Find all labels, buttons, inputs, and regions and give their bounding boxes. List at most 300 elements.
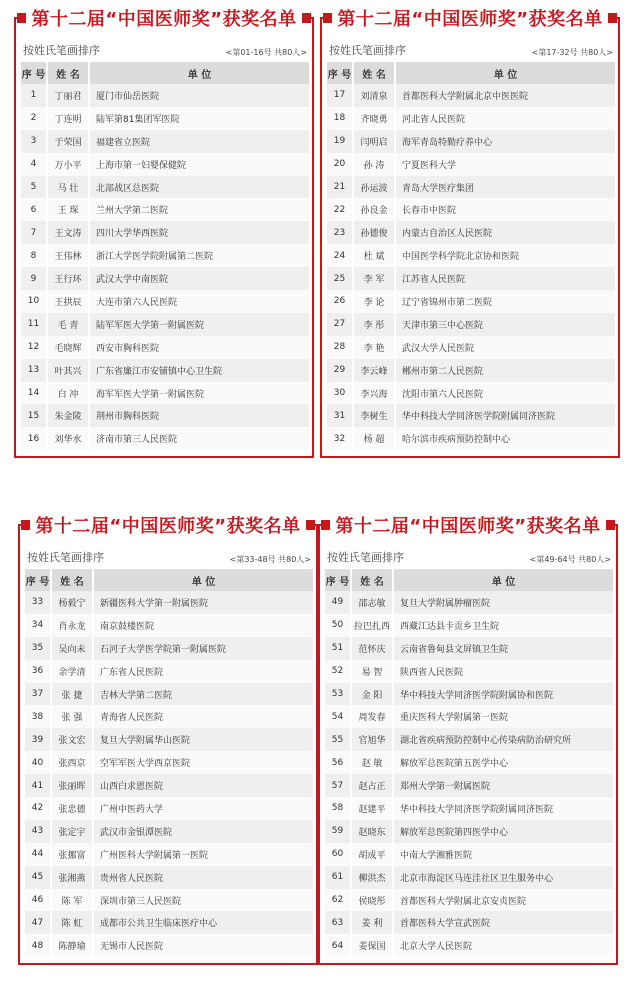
row-number: 17	[327, 84, 353, 107]
row-name: 孙良金	[353, 198, 395, 221]
row-unit: 沈阳市第六人民医院	[395, 382, 615, 405]
title-rule-right	[608, 17, 620, 19]
row-name: 陈 虹	[51, 911, 93, 934]
row-unit: 广州中医药大学	[93, 797, 313, 820]
table-row	[325, 660, 613, 683]
row-unit: 北京市海淀区马连洼社区卫生服务中心	[393, 866, 613, 889]
row-number: 39	[25, 728, 51, 751]
row-number: 54	[325, 705, 351, 728]
row-unit: 解放军总医院第五医学中心	[393, 751, 613, 774]
table-row	[25, 934, 313, 957]
table-row	[327, 267, 615, 290]
row-name: 王文涛	[47, 221, 89, 244]
table-row	[325, 843, 613, 866]
header-number: 序 号	[327, 62, 353, 84]
table-row	[25, 866, 313, 889]
row-unit: 石河子大学医学院第一附属医院	[93, 637, 313, 660]
row-number: 53	[325, 683, 351, 706]
row-number: 21	[327, 176, 353, 199]
row-number: 49	[325, 591, 351, 614]
row-name: 陈 军	[51, 889, 93, 912]
row-unit: 浙江大学医学院附属第二医院	[89, 244, 309, 267]
row-name: 朱金陵	[47, 404, 89, 427]
row-unit: 中南大学湘雅医院	[393, 843, 613, 866]
table-row	[25, 660, 313, 683]
award-list-panel-2	[320, 9, 620, 458]
panel-title-bar	[320, 4, 620, 32]
header-name: 姓 名	[47, 62, 89, 84]
row-number: 32	[327, 427, 353, 450]
table-row	[25, 683, 313, 706]
table-row	[21, 153, 309, 176]
row-unit: 华中科技大学同济医学院附属同济医院	[395, 404, 615, 427]
header-number: 序 号	[21, 62, 47, 84]
row-name: 侯晓彤	[351, 889, 393, 912]
row-unit: 大连市第六人民医院	[89, 290, 309, 313]
row-unit: 内蒙古自治区人民医院	[395, 221, 615, 244]
table-row	[325, 911, 613, 934]
table-row	[325, 683, 613, 706]
row-number: 44	[25, 843, 51, 866]
row-name: 吴向未	[51, 637, 93, 660]
row-number: 41	[25, 774, 51, 797]
row-number: 33	[25, 591, 51, 614]
table-row	[21, 404, 309, 427]
row-name: 官旭华	[351, 728, 393, 751]
row-name: 邵志敏	[351, 591, 393, 614]
row-name: 于荣国	[47, 130, 89, 153]
row-unit: 江苏省人民医院	[395, 267, 615, 290]
table-row	[21, 244, 309, 267]
row-unit: 深圳市第三人民医院	[93, 889, 313, 912]
table-row	[21, 359, 309, 382]
row-number: 56	[325, 751, 351, 774]
table-row	[21, 221, 309, 244]
table-row	[327, 244, 615, 267]
row-name: 李 艳	[353, 336, 395, 359]
table-row	[327, 404, 615, 427]
row-number: 8	[21, 244, 47, 267]
table-row	[325, 751, 613, 774]
row-number: 63	[325, 911, 351, 934]
row-unit: 长春市中医院	[395, 198, 615, 221]
row-unit: 新疆医科大学第一附属医院	[93, 591, 313, 614]
row-unit: 陆军第81集团军医院	[89, 107, 309, 130]
row-name: 李树生	[353, 404, 395, 427]
table-row	[327, 427, 615, 450]
row-name: 闫明启	[353, 130, 395, 153]
row-unit: 解放军总医院第四医学中心	[393, 820, 613, 843]
row-name: 王 琛	[47, 198, 89, 221]
award-list-panel-3	[18, 516, 318, 965]
range-label: <第33-48号 共80人>	[229, 555, 311, 564]
row-name: 肖永龙	[51, 614, 93, 637]
row-name: 李 彤	[353, 313, 395, 336]
row-name: 张挪富	[51, 843, 93, 866]
row-number: 26	[327, 290, 353, 313]
table-row	[25, 774, 313, 797]
row-name: 张 强	[51, 705, 93, 728]
table-row	[25, 889, 313, 912]
row-name: 孙运波	[353, 176, 395, 199]
table-row	[21, 198, 309, 221]
row-name: 胡成平	[351, 843, 393, 866]
row-number: 9	[21, 267, 47, 290]
table-row	[25, 751, 313, 774]
row-name: 刘华水	[47, 427, 89, 450]
header-number: 序 号	[25, 569, 51, 591]
row-unit: 西安市胸科医院	[89, 336, 309, 359]
row-unit: 空军军医大学西京医院	[93, 751, 313, 774]
row-number: 46	[25, 889, 51, 912]
table-row	[327, 290, 615, 313]
row-number: 34	[25, 614, 51, 637]
row-number: 40	[25, 751, 51, 774]
row-number: 27	[327, 313, 353, 336]
award-table	[325, 569, 613, 957]
row-name: 范怀庆	[351, 637, 393, 660]
row-number: 57	[325, 774, 351, 797]
table-row	[25, 728, 313, 751]
row-name: 毛 青	[47, 313, 89, 336]
table-row	[325, 614, 613, 637]
sort-label: 按姓氏笔画排序	[329, 44, 406, 57]
row-number: 58	[325, 797, 351, 820]
row-unit: 武汉市金银潭医院	[93, 820, 313, 843]
table-row	[25, 637, 313, 660]
row-unit: 广东省廉江市安铺镇中心卫生院	[89, 359, 309, 382]
row-number: 22	[327, 198, 353, 221]
row-number: 55	[325, 728, 351, 751]
panel-title: 第十二届“中国医师奖”获奖名单	[332, 5, 607, 31]
row-unit: 河北省人民医院	[395, 107, 615, 130]
row-unit: 郴州市第二人民医院	[395, 359, 615, 382]
sort-label: 按姓氏笔画排序	[23, 44, 100, 57]
row-name: 赵占正	[351, 774, 393, 797]
panel-title: 第十二届“中国医师奖”获奖名单	[30, 512, 305, 538]
row-name: 柳洪杰	[351, 866, 393, 889]
row-name: 张湘燕	[51, 866, 93, 889]
sort-label: 按姓氏笔画排序	[27, 551, 104, 564]
row-unit: 青海省人民医院	[93, 705, 313, 728]
row-number: 38	[25, 705, 51, 728]
row-unit: 厦门市仙岳医院	[89, 84, 309, 107]
award-table	[21, 62, 309, 450]
row-name: 赵 敏	[351, 751, 393, 774]
row-name: 李云峰	[353, 359, 395, 382]
table-row	[21, 130, 309, 153]
row-number: 1	[21, 84, 47, 107]
table-row	[327, 221, 615, 244]
header-name: 姓 名	[353, 62, 395, 84]
header-unit: 单 位	[93, 569, 313, 591]
row-unit: 海军青岛特勤疗养中心	[395, 130, 615, 153]
header-name: 姓 名	[351, 569, 393, 591]
header-unit: 单 位	[393, 569, 613, 591]
row-name: 余学清	[51, 660, 93, 683]
row-unit: 华中科技大学同济医学院附属协和医院	[393, 683, 613, 706]
table-row	[325, 934, 613, 957]
row-number: 4	[21, 153, 47, 176]
row-unit: 宁夏医科大学	[395, 153, 615, 176]
table-row	[21, 267, 309, 290]
table-row	[21, 336, 309, 359]
row-number: 50	[325, 614, 351, 637]
range-label: <第17-32号 共80人>	[531, 48, 613, 57]
row-unit: 南京鼓楼医院	[93, 614, 313, 637]
row-unit: 海军军医大学第一附属医院	[89, 382, 309, 405]
table-row	[327, 336, 615, 359]
row-unit: 北部战区总医院	[89, 176, 309, 199]
row-number: 11	[21, 313, 47, 336]
sort-label: 按姓氏笔画排序	[327, 551, 404, 564]
table-row	[327, 130, 615, 153]
row-number: 2	[21, 107, 47, 130]
row-unit: 郑州大学第一附属医院	[393, 774, 613, 797]
table-row	[327, 313, 615, 336]
table-row	[25, 705, 313, 728]
row-name: 杜 斌	[353, 244, 395, 267]
row-unit: 陆军军医大学第一附属医院	[89, 313, 309, 336]
row-name: 孙 涛	[353, 153, 395, 176]
row-number: 37	[25, 683, 51, 706]
title-rule-left	[320, 17, 332, 19]
table-row	[325, 705, 613, 728]
row-number: 31	[327, 404, 353, 427]
table-row	[325, 866, 613, 889]
table-row	[327, 84, 615, 107]
row-unit: 吉林大学第二医院	[93, 683, 313, 706]
row-number: 51	[325, 637, 351, 660]
row-name: 张文宏	[51, 728, 93, 751]
table-row	[325, 889, 613, 912]
row-name: 万小平	[47, 153, 89, 176]
row-unit: 首都医科大学宣武医院	[393, 911, 613, 934]
title-rule-left	[318, 524, 330, 526]
row-number: 30	[327, 382, 353, 405]
row-name: 孙德俊	[353, 221, 395, 244]
table-row	[21, 382, 309, 405]
row-number: 18	[327, 107, 353, 130]
row-name: 王行环	[47, 267, 89, 290]
table-row	[325, 774, 613, 797]
table-row	[25, 911, 313, 934]
row-unit: 青岛大学医疗集团	[395, 176, 615, 199]
table-row	[327, 382, 615, 405]
row-unit: 辽宁省锦州市第二医院	[395, 290, 615, 313]
row-number: 29	[327, 359, 353, 382]
table-row	[325, 591, 613, 614]
table-row	[327, 359, 615, 382]
row-number: 10	[21, 290, 47, 313]
title-rule-left	[14, 17, 26, 19]
row-unit: 复旦大学附属华山医院	[93, 728, 313, 751]
row-name: 齐晓勇	[353, 107, 395, 130]
table-row	[325, 820, 613, 843]
title-rule-left	[18, 524, 30, 526]
row-name: 姜保国	[351, 934, 393, 957]
row-number: 19	[327, 130, 353, 153]
panel-title-bar	[14, 4, 314, 32]
table-row	[325, 637, 613, 660]
row-name: 赵晓东	[351, 820, 393, 843]
header-number: 序 号	[325, 569, 351, 591]
row-unit: 上海市第一妇婴保健院	[89, 153, 309, 176]
row-unit: 武汉大学人民医院	[395, 336, 615, 359]
table-row	[21, 84, 309, 107]
row-unit: 湖北省疾病预防控制中心传染病防治研究所	[393, 728, 613, 751]
row-number: 6	[21, 198, 47, 221]
table-row	[327, 198, 615, 221]
row-name: 白 冲	[47, 382, 89, 405]
table-row	[327, 176, 615, 199]
row-number: 61	[325, 866, 351, 889]
row-unit: 四川大学华西医院	[89, 221, 309, 244]
row-unit: 华中科技大学同济医学院附属同济医院	[393, 797, 613, 820]
award-table	[327, 62, 615, 450]
row-unit: 重庆医科大学附属第一医院	[393, 705, 613, 728]
table-row	[21, 290, 309, 313]
row-number: 15	[21, 404, 47, 427]
row-unit: 济南市第三人民医院	[89, 427, 309, 450]
award-list-panel-1	[14, 9, 314, 458]
table-row	[327, 107, 615, 130]
award-table	[25, 569, 313, 957]
row-name: 丁连明	[47, 107, 89, 130]
range-label: <第49-64号 共80人>	[529, 555, 611, 564]
panel-title-bar	[18, 511, 318, 539]
row-unit: 成都市公共卫生临床医疗中心	[93, 911, 313, 934]
table-row	[25, 843, 313, 866]
row-name: 丁丽君	[47, 84, 89, 107]
row-name: 杨毅宁	[51, 591, 93, 614]
row-number: 20	[327, 153, 353, 176]
row-unit: 荆州市胸科医院	[89, 404, 309, 427]
row-number: 59	[325, 820, 351, 843]
table-row	[327, 153, 615, 176]
row-name: 拉巴扎西	[351, 614, 393, 637]
row-unit: 广东省人民医院	[93, 660, 313, 683]
row-name: 李 军	[353, 267, 395, 290]
row-number: 45	[25, 866, 51, 889]
row-number: 7	[21, 221, 47, 244]
row-number: 24	[327, 244, 353, 267]
row-name: 叶其兴	[47, 359, 89, 382]
table-row	[325, 797, 613, 820]
row-number: 23	[327, 221, 353, 244]
table-row	[25, 614, 313, 637]
row-unit: 武汉大学中南医院	[89, 267, 309, 290]
row-number: 47	[25, 911, 51, 934]
row-number: 48	[25, 934, 51, 957]
table-row	[21, 176, 309, 199]
row-unit: 兰州大学第二医院	[89, 198, 309, 221]
row-number: 13	[21, 359, 47, 382]
row-number: 64	[325, 934, 351, 957]
row-unit: 首都医科大学附属北京安贞医院	[393, 889, 613, 912]
row-unit: 复旦大学附属肿瘤医院	[393, 591, 613, 614]
row-name: 赵建平	[351, 797, 393, 820]
title-rule-right	[606, 524, 618, 526]
panel-title: 第十二届“中国医师奖”获奖名单	[26, 5, 301, 31]
row-number: 16	[21, 427, 47, 450]
title-rule-right	[302, 17, 314, 19]
header-unit: 单 位	[89, 62, 309, 84]
row-name: 金 阳	[351, 683, 393, 706]
row-number: 42	[25, 797, 51, 820]
row-number: 36	[25, 660, 51, 683]
row-name: 姜 利	[351, 911, 393, 934]
row-unit: 北京大学人民医院	[393, 934, 613, 957]
row-number: 43	[25, 820, 51, 843]
range-label: <第01-16号 共80人>	[225, 48, 307, 57]
table-row	[21, 427, 309, 450]
row-number: 35	[25, 637, 51, 660]
row-name: 李 论	[353, 290, 395, 313]
row-number: 62	[325, 889, 351, 912]
row-number: 5	[21, 176, 47, 199]
row-unit: 贵州省人民医院	[93, 866, 313, 889]
row-number: 60	[325, 843, 351, 866]
row-unit: 天津市第三中心医院	[395, 313, 615, 336]
table-row	[325, 728, 613, 751]
row-name: 张忠德	[51, 797, 93, 820]
row-unit: 云南省鲁甸县文屏镇卫生院	[393, 637, 613, 660]
row-number: 12	[21, 336, 47, 359]
title-rule-right	[306, 524, 318, 526]
row-unit: 无锡市人民医院	[93, 934, 313, 957]
row-unit: 广州医科大学附属第一医院	[93, 843, 313, 866]
row-unit: 山西白求恩医院	[93, 774, 313, 797]
table-row	[21, 107, 309, 130]
row-name: 张定宇	[51, 820, 93, 843]
header-name: 姓 名	[51, 569, 93, 591]
row-number: 3	[21, 130, 47, 153]
header-unit: 单 位	[395, 62, 615, 84]
table-row	[21, 313, 309, 336]
row-name: 毛晓辉	[47, 336, 89, 359]
row-name: 刘清泉	[353, 84, 395, 107]
row-name: 周发春	[351, 705, 393, 728]
row-name: 王伟林	[47, 244, 89, 267]
table-row	[25, 797, 313, 820]
table-row	[25, 591, 313, 614]
row-name: 张西京	[51, 751, 93, 774]
row-name: 张 捷	[51, 683, 93, 706]
panel-title-bar	[318, 511, 618, 539]
row-unit: 哈尔滨市疾病预防控制中心	[395, 427, 615, 450]
row-number: 28	[327, 336, 353, 359]
row-name: 王拱辰	[47, 290, 89, 313]
row-name: 马 壮	[47, 176, 89, 199]
panel-title: 第十二届“中国医师奖”获奖名单	[330, 512, 605, 538]
row-name: 易 智	[351, 660, 393, 683]
row-name: 杨 超	[353, 427, 395, 450]
row-name: 李兴海	[353, 382, 395, 405]
row-number: 14	[21, 382, 47, 405]
row-number: 52	[325, 660, 351, 683]
row-unit: 陕西省人民医院	[393, 660, 613, 683]
row-unit: 福建省立医院	[89, 130, 309, 153]
row-name: 张丽晖	[51, 774, 93, 797]
row-unit: 中国医学科学院北京协和医院	[395, 244, 615, 267]
row-number: 25	[327, 267, 353, 290]
table-row	[25, 820, 313, 843]
award-list-panel-4	[318, 516, 618, 965]
row-unit: 首都医科大学附属北京中医医院	[395, 84, 615, 107]
row-name: 陈静瑜	[51, 934, 93, 957]
row-unit: 西藏江达县卡贡乡卫生院	[393, 614, 613, 637]
